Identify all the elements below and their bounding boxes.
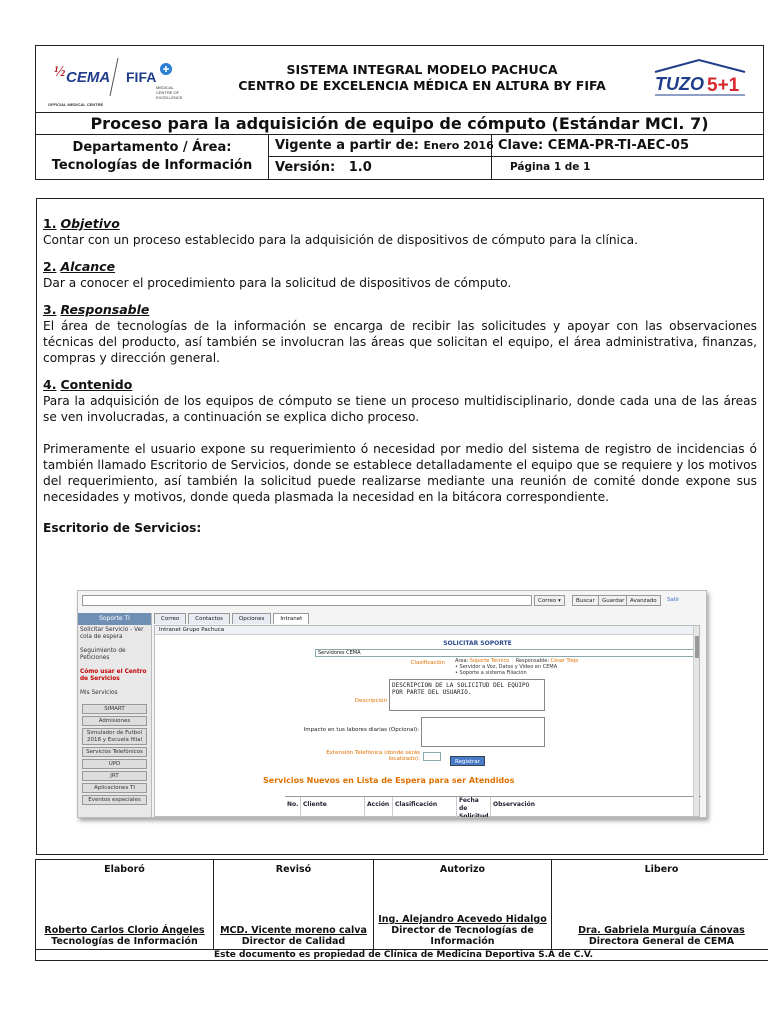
signature-table bbox=[35, 859, 768, 961]
screenshot-descripcion-label: Descripción bbox=[354, 698, 387, 704]
tuzo-text: TUZO bbox=[655, 74, 704, 94]
ownership-note: Este documento es propiedad de Clínica de Medicina Deportiva S.A de C.V. bbox=[36, 949, 768, 960]
screenshot-save-button: Guardar bbox=[598, 595, 628, 606]
reviso-column bbox=[214, 860, 374, 949]
screenshot-tab-active: Intranet bbox=[273, 613, 309, 624]
header-title-line1: SISTEMA INTEGRAL MODELO PACHUCA bbox=[286, 62, 558, 77]
reviso-signature bbox=[214, 925, 373, 947]
screenshot-sidebar-button: SIMART bbox=[82, 704, 147, 714]
screenshot-register-button: Registrar bbox=[450, 756, 485, 766]
vigente-label: Vigente a partir de: bbox=[275, 138, 419, 153]
objetivo-text: Contar con un proceso establecido para la adquisición de dispositivos de cómputo para la clínica. bbox=[43, 233, 638, 247]
contenido-text-1: Para la adquisición de los equipos de cómputo se tiene un proceso multidisciplinario, donde cada una de las áreas se ven involucradas, a continuación se explica dicho proceso. bbox=[43, 394, 757, 424]
reviso-role: Revisó bbox=[275, 864, 312, 875]
screenshot-clasificacion-label: Clasificación bbox=[410, 660, 445, 666]
alcance-number: 2. bbox=[43, 259, 57, 274]
screenshot-sidebar-button: Servicios Telefónicos bbox=[82, 747, 147, 757]
elaboro-position: Tecnologías de Información bbox=[51, 936, 198, 947]
screenshot-scroll-thumb bbox=[695, 636, 699, 658]
libero-name: Dra. Gabriela Murguía Cánovas bbox=[578, 925, 745, 936]
libero-column bbox=[552, 860, 768, 949]
screenshot-bullet-1: Servidor a Voz, Datos y Video en CEMA bbox=[459, 664, 558, 670]
screenshot-sidebar-item: Seguimiento de Peticiones bbox=[80, 648, 126, 661]
validity-cell bbox=[269, 135, 492, 179]
screenshot-extension-input bbox=[423, 752, 441, 761]
signature-row bbox=[36, 860, 768, 949]
elaboro-column bbox=[36, 860, 214, 949]
alcance-text: Dar a conocer el procedimiento para la solicitud de dispositivos de cómputo. bbox=[43, 276, 512, 290]
screenshot-sidebar-button: Simulador de Futbol 2018 y Escuela filial bbox=[82, 728, 147, 745]
elaboro-role: Elaboró bbox=[104, 864, 145, 875]
code-cell bbox=[492, 135, 763, 179]
screenshot-impact-textarea bbox=[421, 717, 545, 747]
screenshot-form-title: SOLICITAR SOPORTE bbox=[443, 640, 512, 647]
screenshot-wait-table-header bbox=[285, 796, 701, 818]
screenshot-sidebar-button: Aplicaciones TI bbox=[82, 783, 147, 793]
objetivo-title: Objetivo bbox=[60, 216, 120, 231]
screenshot-exit-link: Salir bbox=[667, 597, 680, 603]
contenido-heading bbox=[43, 377, 757, 393]
department-cell bbox=[36, 135, 269, 179]
page-number: Página 1 de 1 bbox=[510, 161, 591, 173]
svg-text:½: ½ bbox=[54, 64, 66, 80]
screenshot-advanced-button: Avanzado bbox=[626, 595, 661, 606]
svg-text:CENTRE OF: CENTRE OF bbox=[156, 90, 180, 95]
autorizo-role: Autorizo bbox=[439, 864, 486, 875]
screenshot-extension-label: Extensión Telefónica (donde serás localizado): bbox=[326, 750, 420, 762]
cema-logo-text: CEMA bbox=[66, 69, 111, 86]
vigente-value: Enero 2016 bbox=[423, 139, 494, 152]
screenshot-column: No. bbox=[285, 797, 301, 818]
elaboro-signature bbox=[36, 925, 213, 947]
screenshot-column: Observación bbox=[493, 801, 535, 808]
service-desk-screenshot bbox=[77, 590, 707, 818]
tuzo-number: 5+1 bbox=[707, 75, 740, 96]
libero-signature bbox=[552, 925, 768, 947]
screenshot-tab: Contactos bbox=[188, 613, 230, 624]
screenshot-column: Acción bbox=[365, 797, 393, 818]
screenshot-column: Clasificación bbox=[393, 797, 457, 818]
official-medical-text: OFFICIAL MEDICAL CENTRE bbox=[48, 102, 104, 107]
screenshot-column: Fecha de Solicitud bbox=[457, 797, 491, 818]
autorizo-column bbox=[374, 860, 552, 949]
libero-role: Libero bbox=[644, 864, 679, 875]
alcance-title: Alcance bbox=[60, 259, 116, 274]
alcance-heading bbox=[43, 259, 757, 275]
responsable-title: Responsable bbox=[60, 302, 150, 317]
department-label: Departamento / Área: bbox=[72, 140, 232, 155]
screenshot-search-button: Buscar bbox=[572, 595, 599, 606]
screenshot-tab: Opciones bbox=[232, 613, 271, 624]
screenshot-impacto-label: Impacto en tus labores diarias (Opcional): bbox=[303, 727, 419, 733]
svg-text:MEDICAL: MEDICAL bbox=[156, 85, 174, 90]
screenshot-mail-button: Correo ▾ bbox=[534, 595, 565, 606]
tuzo-logo bbox=[645, 56, 753, 100]
screenshot-sidebar-item: Solicitar Servicio - Ver cola de espera bbox=[80, 627, 144, 640]
process-title: Proceso para la adquisición de equipo de cómputo (Estándar MCI. 7) bbox=[36, 113, 763, 135]
screenshot-sidebar bbox=[78, 613, 152, 818]
header-info-grid bbox=[36, 135, 763, 179]
screenshot-sidebar-button: UPD bbox=[82, 759, 147, 769]
fifa-logo-text: FIFA bbox=[126, 69, 157, 85]
screenshot-sidebar-header: Soporte TI bbox=[78, 613, 151, 625]
screenshot-main-panel bbox=[154, 625, 700, 817]
escritorio-heading: Escritorio de Servicios: bbox=[43, 521, 202, 535]
header-title-line2: CENTRO DE EXCELENCIA MÉDICA EN ALTURA BY FIFA bbox=[238, 78, 606, 93]
autorizo-position: Director de Tecnologías de Información bbox=[391, 925, 534, 947]
screenshot-wait-list-title: Servicios Nuevos en Lista de Espera para ser Atendidos bbox=[263, 776, 515, 785]
screenshot-area-info: Area: Soporte Tecnico Responsable: César Trejo • Servidor a Voz, Datos y Video en CEMA • Soporte a sistema Filiación bbox=[455, 658, 579, 676]
screenshot-sidebar-button: JRT bbox=[82, 771, 147, 781]
elaboro-name: Roberto Carlos Clorio Ángeles bbox=[44, 925, 205, 936]
objetivo-heading bbox=[43, 216, 757, 232]
autorizo-signature bbox=[374, 914, 551, 947]
clave-code: Clave: CEMA-PR-TI-AEC-05 bbox=[492, 135, 763, 157]
screenshot-responsable-value: César Trejo bbox=[550, 658, 579, 664]
screenshot-area-value: Soporte Tecnico bbox=[469, 658, 510, 664]
responsable-heading bbox=[43, 302, 757, 318]
objetivo-number: 1. bbox=[43, 216, 57, 231]
vigente-row bbox=[269, 135, 494, 157]
version-label: Versión: bbox=[275, 160, 336, 175]
reviso-name: MCD. Vicente moreno calva bbox=[220, 925, 367, 936]
responsable-number: 3. bbox=[43, 302, 57, 317]
screenshot-description-textarea: DESCRIPCION DE LA SOLICITUD DEL EQUIPO POR PARTE DEL USUARIO. bbox=[389, 679, 545, 711]
screenshot-breadcrumb: Intranet Grupo Pachuca bbox=[155, 626, 699, 635]
responsable-text: El área de tecnologías de la información se encarga de recibir las solicitudes y apoyar con las observaciones técnicas del producto, así también se involucran las áreas que solicitan el equipo, el área administrativa, finanzas, compras y dirección general. bbox=[43, 319, 757, 365]
cema-fifa-logo bbox=[44, 52, 214, 108]
department-value: Tecnologías de Información bbox=[51, 158, 253, 173]
screenshot-sidebar-button: Admisiones bbox=[82, 716, 147, 726]
contenido-title: Contenido bbox=[60, 377, 133, 392]
screenshot-responsable-label: Responsable: bbox=[515, 658, 550, 664]
reviso-position: Director de Calidad bbox=[241, 936, 346, 947]
document-body bbox=[36, 198, 764, 855]
screenshot-tab: Correo bbox=[154, 613, 186, 624]
svg-text:EXCELLENCE: EXCELLENCE bbox=[156, 95, 183, 100]
screenshot-scrollbar bbox=[693, 626, 699, 816]
screenshot-category-select: Servidores CEMA bbox=[315, 649, 695, 657]
header-title bbox=[211, 62, 633, 94]
screenshot-sidebar-item: Mis Servicios bbox=[80, 690, 118, 696]
contenido-text-2: Primeramente el usuario expone su requerimiento ó necesidad por medio del sistema de registro de incidencias ó también llamado Escritorio de Servicios, donde se establece detalladamente el equipo que se requiere y los motivos del requerimiento, así también la solicitud puede realizarse mediante una reunión de comité donde expone sus necesidades y motivos, donde queda plasmada la necesidad en la bitácora correspondiente. bbox=[43, 442, 757, 504]
version-value: 1.0 bbox=[348, 160, 372, 175]
libero-position: Directora General de CEMA bbox=[588, 936, 735, 947]
screenshot-area-label: Area: bbox=[455, 658, 469, 664]
autorizo-name: Ing. Alejandro Acevedo Hidalgo bbox=[378, 914, 547, 925]
version-row bbox=[269, 157, 491, 179]
screenshot-address-bar bbox=[82, 595, 532, 606]
contenido-number: 4. bbox=[43, 377, 57, 392]
screenshot-sidebar-item: Cómo usar el Centro de Servicios bbox=[80, 669, 147, 682]
screenshot-bullet-2: Soporte a sistema Filiación bbox=[459, 670, 527, 676]
header-top-row bbox=[36, 46, 763, 113]
document-header bbox=[35, 45, 764, 180]
screenshot-tabs bbox=[154, 613, 311, 625]
screenshot-sidebar-button: Eventos especiales bbox=[82, 795, 147, 805]
screenshot-column: Cliente bbox=[301, 797, 365, 818]
